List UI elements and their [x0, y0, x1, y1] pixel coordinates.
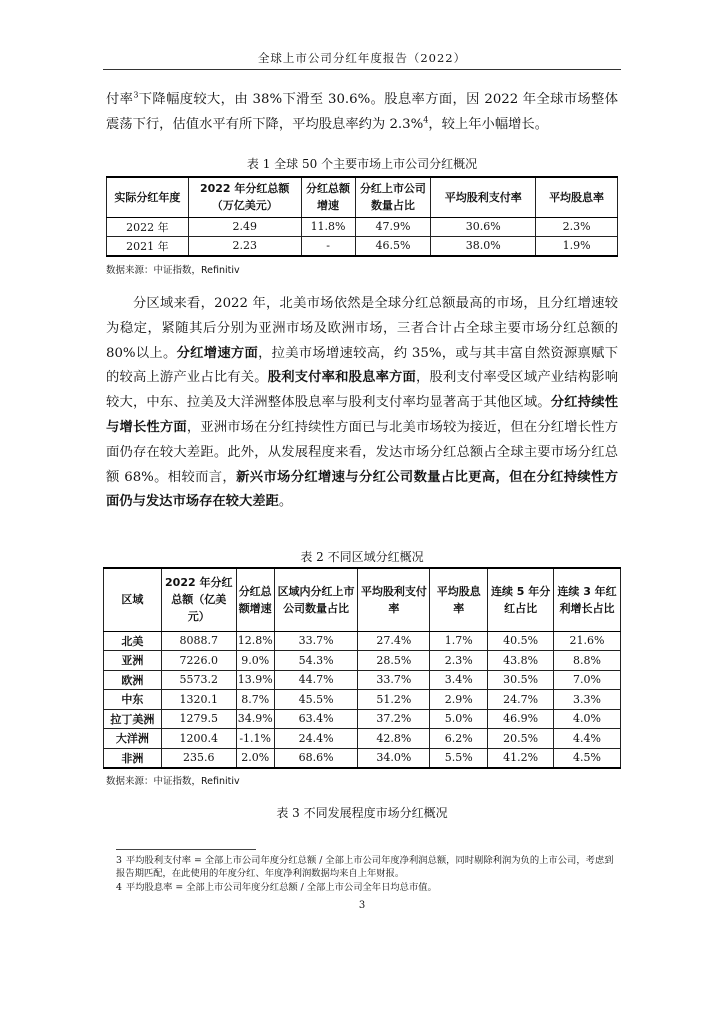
table-cell: 54.3% [274, 651, 358, 671]
table2-header-row [104, 568, 621, 631]
table-cell: 8.8% [554, 651, 621, 671]
table-cell: 1.9% [536, 236, 618, 256]
table2-header-7: 连续 3 年红利增长占比 [554, 568, 621, 631]
table-cell: 24.7% [488, 690, 554, 710]
table-row [107, 236, 618, 256]
table-cell: 43.8% [488, 651, 554, 671]
table2-header-1: 2022 年分红总额（亿美元） [161, 568, 236, 631]
page-header: 全球上市公司分红年度报告（2022） [257, 51, 467, 65]
table-cell: 非洲 [104, 748, 162, 768]
table-cell: 28.5% [358, 651, 430, 671]
table-row [104, 709, 621, 729]
table2-header-6: 连续 5 年分红占比 [488, 568, 554, 631]
table-cell: 33.7% [274, 631, 358, 651]
table-cell: 24.4% [274, 729, 358, 749]
paragraph-payout-summary: 付率$^3$下降幅度较大，由 38%下滑至 30.6%。股息率方面，因 2022 年全球市场整体震荡下行，估值水平有所下降，平均股息率约为 2.3%$^4$，较上年小幅增长。 [106, 90, 619, 132]
table-row [104, 651, 621, 671]
table-cell: 3.4% [430, 670, 488, 690]
table-cell: 中东 [104, 690, 162, 710]
table1-header-4: 平均股利支付率 [431, 177, 536, 217]
table-cell: 2.23 [188, 236, 301, 256]
table-cell: 5573.2 [161, 670, 236, 690]
table2-header-3: 区域内分红上市公司数量占比 [274, 568, 358, 631]
table3-caption: 表 3 不同发展程度市场分红概况 [276, 806, 448, 820]
table-cell: 42.8% [358, 729, 430, 749]
table1-header-0: 实际分红年度 [107, 177, 189, 217]
table-row [104, 631, 621, 651]
table-cell: 27.4% [358, 631, 430, 651]
table2-header-2: 分红总额增速 [236, 568, 274, 631]
table-cell: 1320.1 [161, 690, 236, 710]
table-cell: 51.2% [358, 690, 430, 710]
table-cell: 北美 [104, 631, 162, 651]
table-cell: 2.49 [188, 217, 301, 236]
table-cell: 30.6% [431, 217, 536, 236]
footnote-3: 3 平均股利支付率 = 全部上市公司年度分红总额 / 全部上市公司年度净利润总额，同时剔除利润为负的上市公司，考虑到报告期匹配，在此使用的年度分红、年度净利润数据均来自上年财报。 [116, 855, 614, 879]
table-cell: 4.5% [554, 748, 621, 768]
table-row [104, 729, 621, 749]
table-cell: 1279.5 [161, 709, 236, 729]
table2-header-5: 平均股息率 [430, 568, 488, 631]
table-row [104, 690, 621, 710]
paragraph-regional-analysis: 分区域来看，2022 年，北美市场依然是全球分红总额最高的市场，且分红增速较为稳定，紧随其后分别为亚洲市场及欧洲市场，三者合计占全球主要市场分红总额的 80%以上。分红增速方面，拉美市场增速较高，约 35%，或与其丰富自然资源禀赋下的较高上游产业占比有关。股利支付率和股息率方面，股利支付率受区域产业结构影响较大，中东、拉美及大洋洲整体股息率与股利支付率均显著高于其他区域。分红持续性与增长性方面，亚洲市场在分红持续性方面已与北美市场较为接近，但在分红增长性方面仍存在较大差距。此外，从发展程度来看，发达市场分红总额占全球主要市场分红总额 68%。相较而言，新兴市场分红增速与分红公司数量占比更高，但在分红持续性方面仍与发达市场存在较大差距。 [106, 296, 619, 510]
table-row [107, 217, 618, 236]
table1-header-1: 2022 年分红总额（万亿美元） [188, 177, 301, 217]
table1-header-2: 分红总额增速 [301, 177, 355, 217]
table2-header-4: 平均股利支付率 [358, 568, 430, 631]
table-cell: 7226.0 [161, 651, 236, 671]
table-cell: 2.9% [430, 690, 488, 710]
table-cell: 大洋洲 [104, 729, 162, 749]
table-cell: 2022 年 [107, 217, 189, 236]
table2-header-0: 区域 [104, 568, 162, 631]
table-cell: 1.7% [430, 631, 488, 651]
table-cell: 37.2% [358, 709, 430, 729]
table1-source: 数据来源：中证指数，Refinitiv [106, 265, 240, 276]
table-cell: 3.3% [554, 690, 621, 710]
table-cell: 44.7% [274, 670, 358, 690]
footnote-4: 4 平均股息率 = 全部上市公司年度分红总额 / 全部上市公司全年日均总市值。 [116, 882, 437, 893]
table-cell: 20.5% [488, 729, 554, 749]
table-cell: -1.1% [236, 729, 274, 749]
footnote-ref-3[interactable]: 3 [133, 90, 139, 100]
table-cell: 8088.7 [161, 631, 236, 651]
table2-source: 数据来源：中证指数，Refinitiv [106, 776, 240, 787]
table-regional-dividend-overview [103, 567, 621, 769]
table-row [104, 748, 621, 768]
header-rule [103, 69, 621, 70]
footnote-divider [116, 849, 256, 850]
table-cell: 4.0% [554, 709, 621, 729]
table-cell: 欧洲 [104, 670, 162, 690]
table-cell: 63.4% [274, 709, 358, 729]
table-cell: 41.2% [488, 748, 554, 768]
table-cell: 68.6% [274, 748, 358, 768]
table-cell: 2.3% [430, 651, 488, 671]
table-cell: 46.5% [355, 236, 431, 256]
table-cell: 9.0% [236, 651, 274, 671]
table-cell: 4.4% [554, 729, 621, 749]
table2-caption: 表 2 不同区域分红概况 [300, 550, 424, 564]
table-cell: 34.0% [358, 748, 430, 768]
table-cell: 45.5% [274, 690, 358, 710]
table-cell: 1200.4 [161, 729, 236, 749]
table-cell: 21.6% [554, 631, 621, 651]
table-cell: 5.0% [430, 709, 488, 729]
table-cell: 2021 年 [107, 236, 189, 256]
page-number: 3 [358, 900, 366, 911]
table-cell: 30.5% [488, 670, 554, 690]
table1-caption: 表 1 全球 50 个主要市场上市公司分红概况 [246, 157, 478, 171]
table-cell: 拉丁美洲 [104, 709, 162, 729]
table-cell: 235.6 [161, 748, 236, 768]
table-cell: 7.0% [554, 670, 621, 690]
table-cell: 8.7% [236, 690, 274, 710]
table-cell: 2.0% [236, 748, 274, 768]
table-cell: 6.2% [430, 729, 488, 749]
table-cell: 47.9% [355, 217, 431, 236]
table1-header-row [107, 177, 618, 217]
table-cell: 12.8% [236, 631, 274, 651]
table-cell: 40.5% [488, 631, 554, 651]
table-row [104, 670, 621, 690]
table1-header-5: 平均股息率 [536, 177, 618, 217]
table-cell: 2.3% [536, 217, 618, 236]
footnote-ref-4[interactable]: 4 [423, 115, 429, 125]
table-cell: 33.7% [358, 670, 430, 690]
table-cell: 13.9% [236, 670, 274, 690]
table-cell: - [301, 236, 355, 256]
table-cell: 11.8% [301, 217, 355, 236]
table-cell: 46.9% [488, 709, 554, 729]
table1-header-3: 分红上市公司数量占比 [355, 177, 431, 217]
table-cell: 5.5% [430, 748, 488, 768]
table-cell: 34.9% [236, 709, 274, 729]
table-global-dividend-overview [106, 176, 618, 257]
table-cell: 38.0% [431, 236, 536, 256]
table-cell: 亚洲 [104, 651, 162, 671]
